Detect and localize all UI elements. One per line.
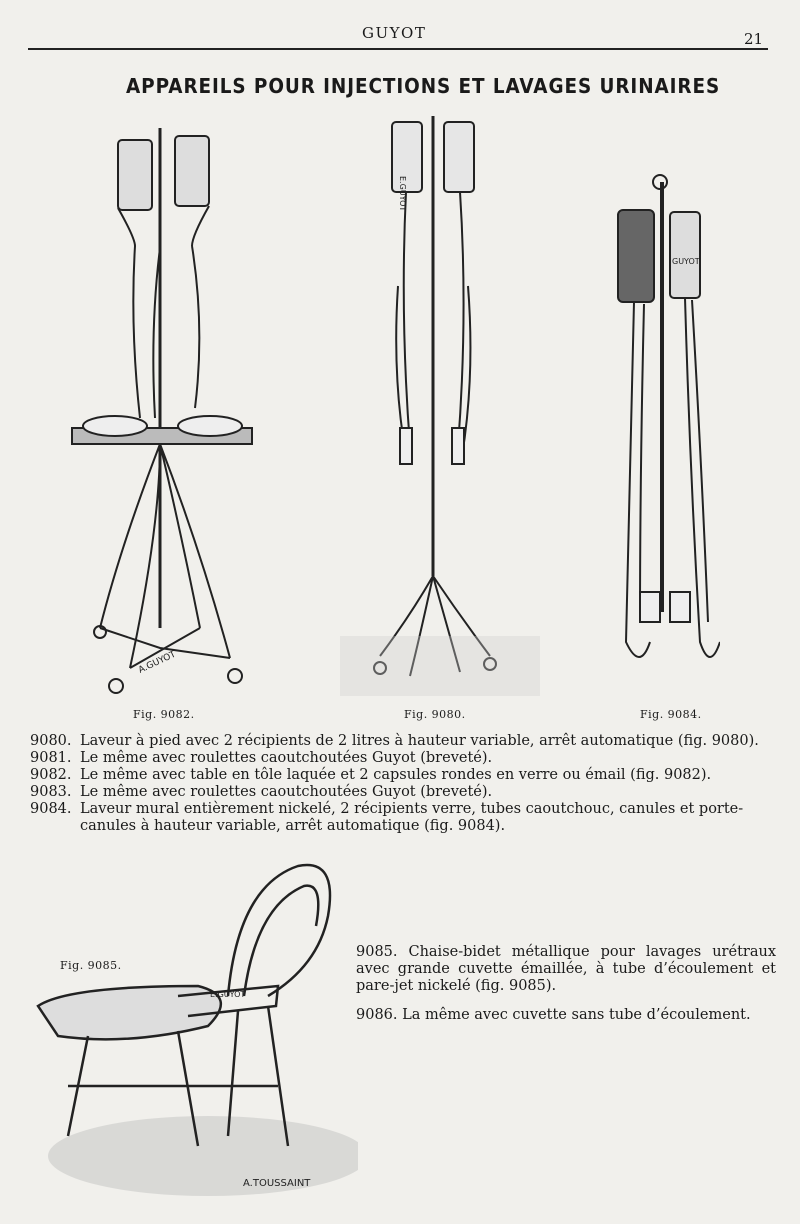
item-number: 9083.: [30, 784, 72, 800]
seat-label: E.GUYOT: [210, 990, 246, 999]
item-number: 9080.: [30, 733, 72, 749]
figure-9080-illustration: [340, 116, 540, 706]
description-item: 9085. Chaise-bidet métallique pour lavages urétraux avec grande cuvette émaillée, à tube d’écoulement et pare-jet nickelé (fig. 9085).: [356, 944, 776, 994]
caption-fig-9080: Fig. 9080.: [404, 708, 466, 721]
engraver-signature: A.GUYOT: [137, 649, 178, 676]
list-item: [30, 767, 780, 784]
item-list: [30, 733, 780, 835]
item-number: 9082.: [30, 767, 72, 783]
item-text: Le même avec roulettes caoutchoutées Guyot (breveté).: [80, 750, 493, 766]
header-rule: [28, 48, 768, 50]
container-label: GUYOT: [672, 257, 700, 266]
running-title: GUYOT: [362, 24, 427, 42]
engraver-signature: A.TOUSSAINT: [243, 1178, 311, 1189]
figure-9082-illustration: [60, 128, 270, 698]
list-item: [30, 801, 780, 835]
item-number: 9084.: [30, 801, 72, 817]
caption-fig-9085: Fig. 9085.: [60, 959, 122, 972]
bottle-label: E.GUYOT: [398, 176, 407, 212]
description-item: 9086. La même avec cuvette sans tube d’écoulement.: [356, 1007, 751, 1023]
item-text: Le même avec roulettes caoutchoutées Guyot (breveté).: [80, 784, 493, 800]
description-list: [356, 944, 776, 1036]
list-item: [30, 750, 780, 767]
list-item: [30, 784, 780, 801]
list-item: [30, 733, 780, 750]
page-title: APPAREILS POUR INJECTIONS ET LAVAGES URINAIRES: [126, 74, 721, 98]
item-text: Laveur à pied avec 2 récipients de 2 litres à hauteur variable, arrêt automatique (fig. 9080).: [80, 733, 759, 749]
item-number: 9081.: [30, 750, 72, 766]
caption-fig-9082: Fig. 9082.: [133, 708, 195, 721]
item-text: Le même avec table en tôle laquée et 2 capsules rondes en verre ou émail (fig. 9082).: [80, 767, 712, 783]
figure-9085-illustration: [28, 856, 358, 1196]
caption-fig-9084: Fig. 9084.: [640, 708, 702, 721]
page-number: 21: [744, 30, 764, 48]
figure-9084-illustration: [610, 172, 720, 682]
item-text: Laveur mural entièrement nickelé, 2 récipients verre, tubes caoutchouc, canules et porte-canules à hauteur variable, arrêt automatique (fig. 9084).: [80, 801, 744, 834]
